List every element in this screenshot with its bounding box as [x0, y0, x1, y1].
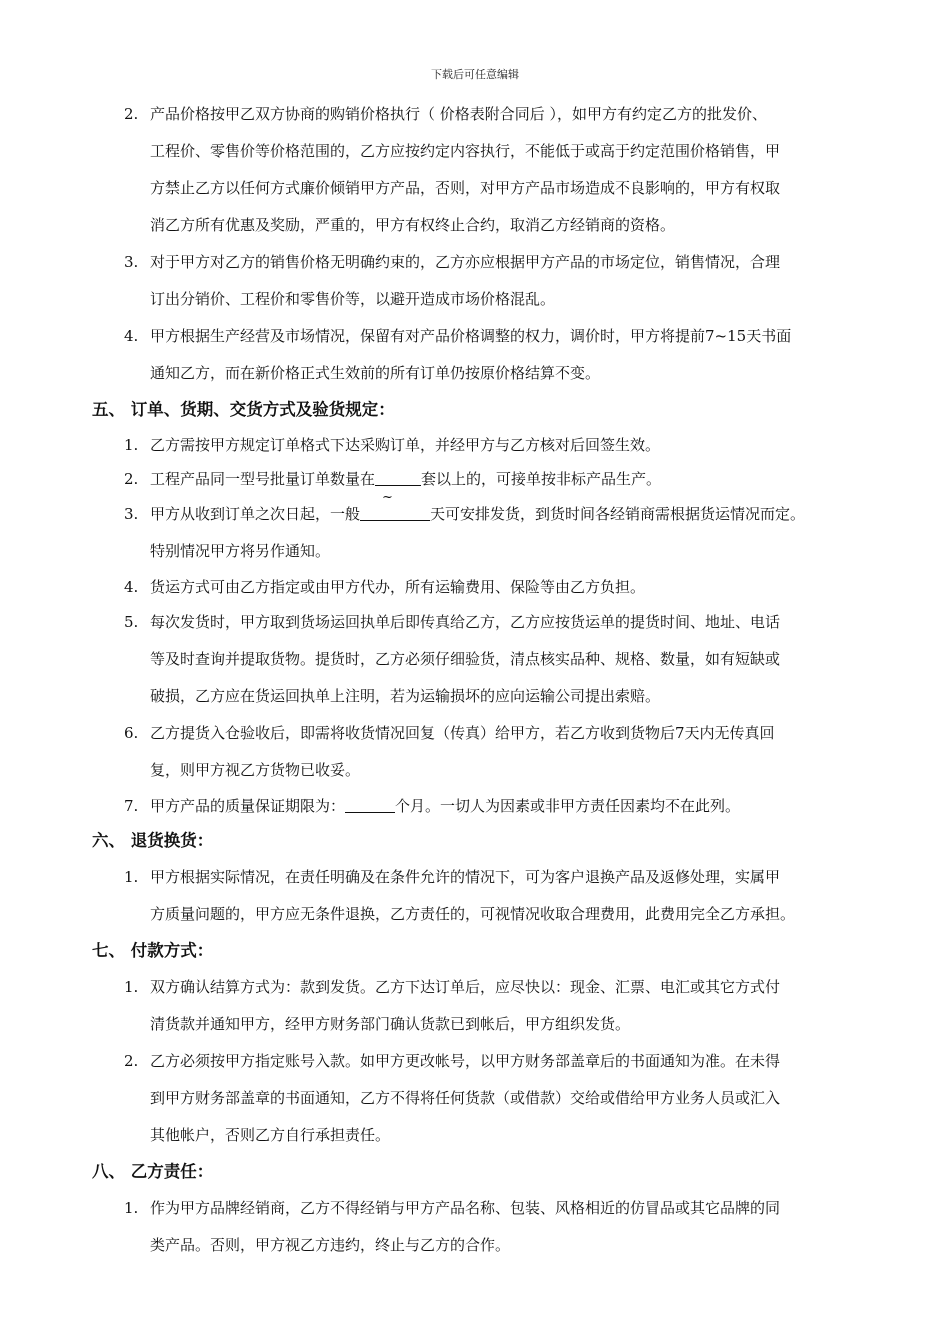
text-line: 乙方必须按甲方指定账号入款。如甲方更改帐号，以甲方财务部盖章后的书面通知为准。在未得	[150, 1052, 781, 1070]
text-line: 乙方需按甲方规定订单格式下达采购订单，并经甲方与乙方核对后回签生效。	[150, 436, 661, 454]
text-line: 双方确认结算方式为：款到发货。乙方下达订单后，应尽快以：现金、汇票、电汇或其它方式付	[150, 978, 781, 996]
text-line: 方禁止乙方以任何方式廉价倾销甲方产品，否则，对甲方产品市场造成不良影响的，甲方有权取	[150, 179, 781, 197]
section-title-returns: 六、 退货换货：	[92, 831, 214, 850]
text-line: 等及时查询并提取货物。提货时，乙方必须仔细验货，清点核实品种、规格、数量，如有短缺或	[150, 650, 781, 668]
text-line: 货运方式可由乙方指定或由甲方代办，所有运输费用、保险等由乙方负担。	[150, 578, 646, 596]
blank-months-field	[345, 794, 395, 813]
item-number: 1.	[124, 868, 139, 886]
text-line: 方质量问题的，甲方应无条件退换，乙方责任的，可视情况收取合理费用，此费用完全乙方承担。	[150, 905, 796, 923]
item-number: 3.	[124, 505, 139, 523]
text-line	[150, 490, 862, 533]
text-fragment: 工程产品同一型号批量订单数量在	[150, 470, 376, 488]
responsibility-item-1	[124, 1190, 862, 1264]
order-item-2	[124, 462, 862, 496]
text-fragment: 套以上的，可接单按非标产品生产。	[421, 470, 662, 488]
text-line	[150, 789, 862, 823]
text-line	[150, 462, 862, 496]
section-title-payment: 七、 付款方式：	[92, 941, 214, 960]
tilde-mark: ~	[382, 490, 393, 505]
text-line: 乙方提货入仓验收后，即需将收货情况回复（传真）给甲方，若乙方收到货物后7天内无传真回	[150, 724, 775, 742]
text-line: 通知乙方，而在新价格正式生效前的所有订单仍按原价格结算不变。	[150, 364, 601, 382]
returns-item-1	[124, 859, 862, 933]
order-item-7	[124, 789, 862, 823]
price-item-4	[124, 318, 862, 392]
payment-item-1	[124, 969, 862, 1043]
order-item-3	[124, 490, 862, 570]
order-item-1	[124, 428, 862, 462]
item-number: 1.	[124, 1199, 139, 1217]
item-number: 2.	[124, 470, 139, 488]
text-line: 清货款并通知甲方，经甲方财务部门确认货款已到帐后，甲方组织发货。	[150, 1015, 631, 1033]
page-header: 下载后可任意编辑	[431, 68, 519, 81]
payment-item-2	[124, 1043, 862, 1154]
text-line: 作为甲方品牌经销商，乙方不得经销与甲方产品名称、包装、风格相近的仿冒品或其它品牌的同	[150, 1199, 781, 1217]
order-item-5	[124, 604, 862, 715]
text-line: 每次发货时，甲方取到货场运回执单后即传真给乙方，乙方应按货运单的提货时间、地址、电话	[150, 613, 781, 631]
text-line: 其他帐户，否则乙方自行承担责任。	[150, 1126, 391, 1144]
item-number: 4.	[124, 578, 139, 596]
price-item-3	[124, 244, 862, 318]
blank-days-field	[360, 490, 430, 521]
document-body	[0, 96, 950, 1264]
blank-quantity-field	[375, 467, 421, 486]
item-number: 6.	[124, 724, 139, 742]
text-line: 到甲方财务部盖章的书面通知，乙方不得将任何货款（或借款）交给或借给甲方业务人员或汇入	[150, 1089, 781, 1107]
text-line: 产品价格按甲乙双方协商的购销价格执行（ 价格表附合同后 ），如甲方有约定乙方的批发价、	[150, 105, 768, 123]
text-line: 甲方根据实际情况，在责任明确及在条件允许的情况下，可为客户退换产品及返修处理，实属甲	[150, 868, 781, 886]
order-item-6	[124, 715, 862, 789]
item-number: 2.	[124, 1052, 139, 1070]
item-number: 2.	[124, 105, 139, 123]
text-line: 工程价、零售价等价格范围的，乙方应按约定内容执行，不能低于或高于约定范围价格销售，甲	[150, 142, 781, 160]
item-number: 3.	[124, 253, 139, 271]
text-line: 消乙方所有优惠及奖励，严重的，甲方有权终止合约，取消乙方经销商的资格。	[150, 216, 676, 234]
item-number: 1.	[124, 436, 139, 454]
text-line: 订出分销价、工程价和零售价等，以避开造成市场价格混乱。	[150, 290, 556, 308]
order-item-4	[124, 570, 862, 604]
text-line: 对于甲方对乙方的销售价格无明确约束的，乙方亦应根据甲方产品的市场定位，销售情况，合理	[150, 253, 781, 271]
text-line: 特别情况甲方将另作通知。	[150, 542, 331, 560]
item-number: 1.	[124, 978, 139, 996]
item-number: 5.	[124, 613, 139, 631]
text-fragment: 甲方产品的质量保证期限为：	[150, 797, 346, 815]
text-line: 甲方根据生产经营及市场情况，保留有对产品价格调整的权力，调价时，甲方将提前7~15天书面	[150, 327, 792, 345]
section-title-orders: 五、 订单、货期、交货方式及验货规定：	[92, 400, 395, 419]
text-fragment: 天可安排发货，到货时间各经销商需根据货运情况而定。	[430, 505, 806, 523]
text-line: 破损，乙方应在货运回执单上注明，若为运输损坏的应向运输公司提出索赔。	[150, 687, 661, 705]
text-fragment: 个月。一切人为因素或非甲方责任因素均不在此列。	[395, 797, 741, 815]
item-number: 4.	[124, 327, 139, 345]
item-number: 7.	[124, 797, 139, 815]
text-fragment: 甲方从收到订单之次日起，一般	[150, 505, 361, 523]
section-title-responsibility: 八、 乙方责任：	[92, 1162, 214, 1181]
text-line: 类产品。否则，甲方视乙方违约，终止与乙方的合作。	[150, 1236, 511, 1254]
price-item-2	[124, 96, 862, 244]
text-line: 复，则甲方视乙方货物已收妥。	[150, 761, 361, 779]
